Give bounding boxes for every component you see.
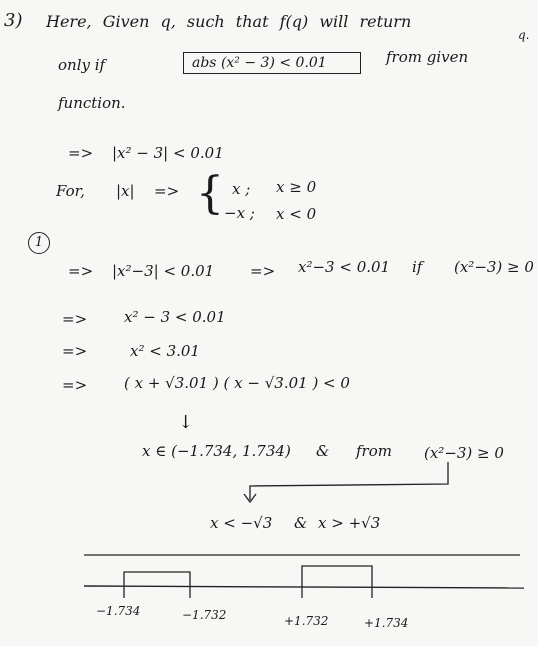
interval-from: from [356,442,392,460]
derive-expr-3: ( x + √3.01 ) ( x − √3.01 ) < 0 [124,374,350,392]
derive-arrow-3: => [62,376,88,394]
case2-value: −x ; [224,204,255,222]
line3-text: function. [58,94,126,112]
for-arrow: => [154,182,180,200]
result-amp: & [294,514,308,532]
derive-arrow-2: => [62,342,88,360]
down-arrow-icon: ↓ [178,412,194,433]
tick-label-1: −1.734 [96,604,141,618]
tick-label-2: −1.732 [182,608,227,622]
case-marker: 1 [28,232,50,254]
case1-expr: |x²−3| < 0.01 [112,262,215,280]
interval-box-right [302,566,372,598]
case1-expr2: x²−3 < 0.01 [298,258,391,276]
question-number: 3) [4,10,23,31]
case1-if: if [412,258,423,276]
interval-condition: (x²−3) ≥ 0 [424,444,504,462]
line2-pre: only if [58,56,106,74]
intro-text: Here, Given q, such that f(q) will return [46,12,412,31]
for-label: For, [56,182,85,200]
derive-arrow-1: => [62,310,88,328]
case1-condition: (x²−3) ≥ 0 [454,258,534,276]
case1-condition: x ≥ 0 [276,178,317,196]
condition-box: abs (x² − 3) < 0.01 [183,52,361,74]
case1-arrow: => [68,262,94,280]
tick-label-3: +1.732 [284,614,329,628]
case1-value: x ; [232,180,251,198]
case1-arrow2: => [250,262,276,280]
result-lhs: x < −√3 [210,514,273,532]
derive-expr-1: x² − 3 < 0.01 [124,308,226,326]
number-line [84,586,524,588]
line2-post: from given [386,48,469,66]
case2-condition: x < 0 [276,205,317,223]
intro-tail: q. [518,28,530,42]
connector-line [250,462,448,500]
tick-label-4: +1.734 [364,616,409,630]
derive-expr-2: x² < 3.01 [130,342,200,360]
step1-arrow: => [68,144,94,162]
interval-expr: x ∈ (−1.734, 1.734) [142,442,291,460]
result-rhs: x > +√3 [318,514,381,532]
cases-brace: { [196,168,224,219]
interval-box-left [124,572,190,598]
abs-x: |x| [116,182,135,200]
interval-amp: & [316,442,330,460]
step1-expr: |x² − 3| < 0.01 [112,144,224,162]
